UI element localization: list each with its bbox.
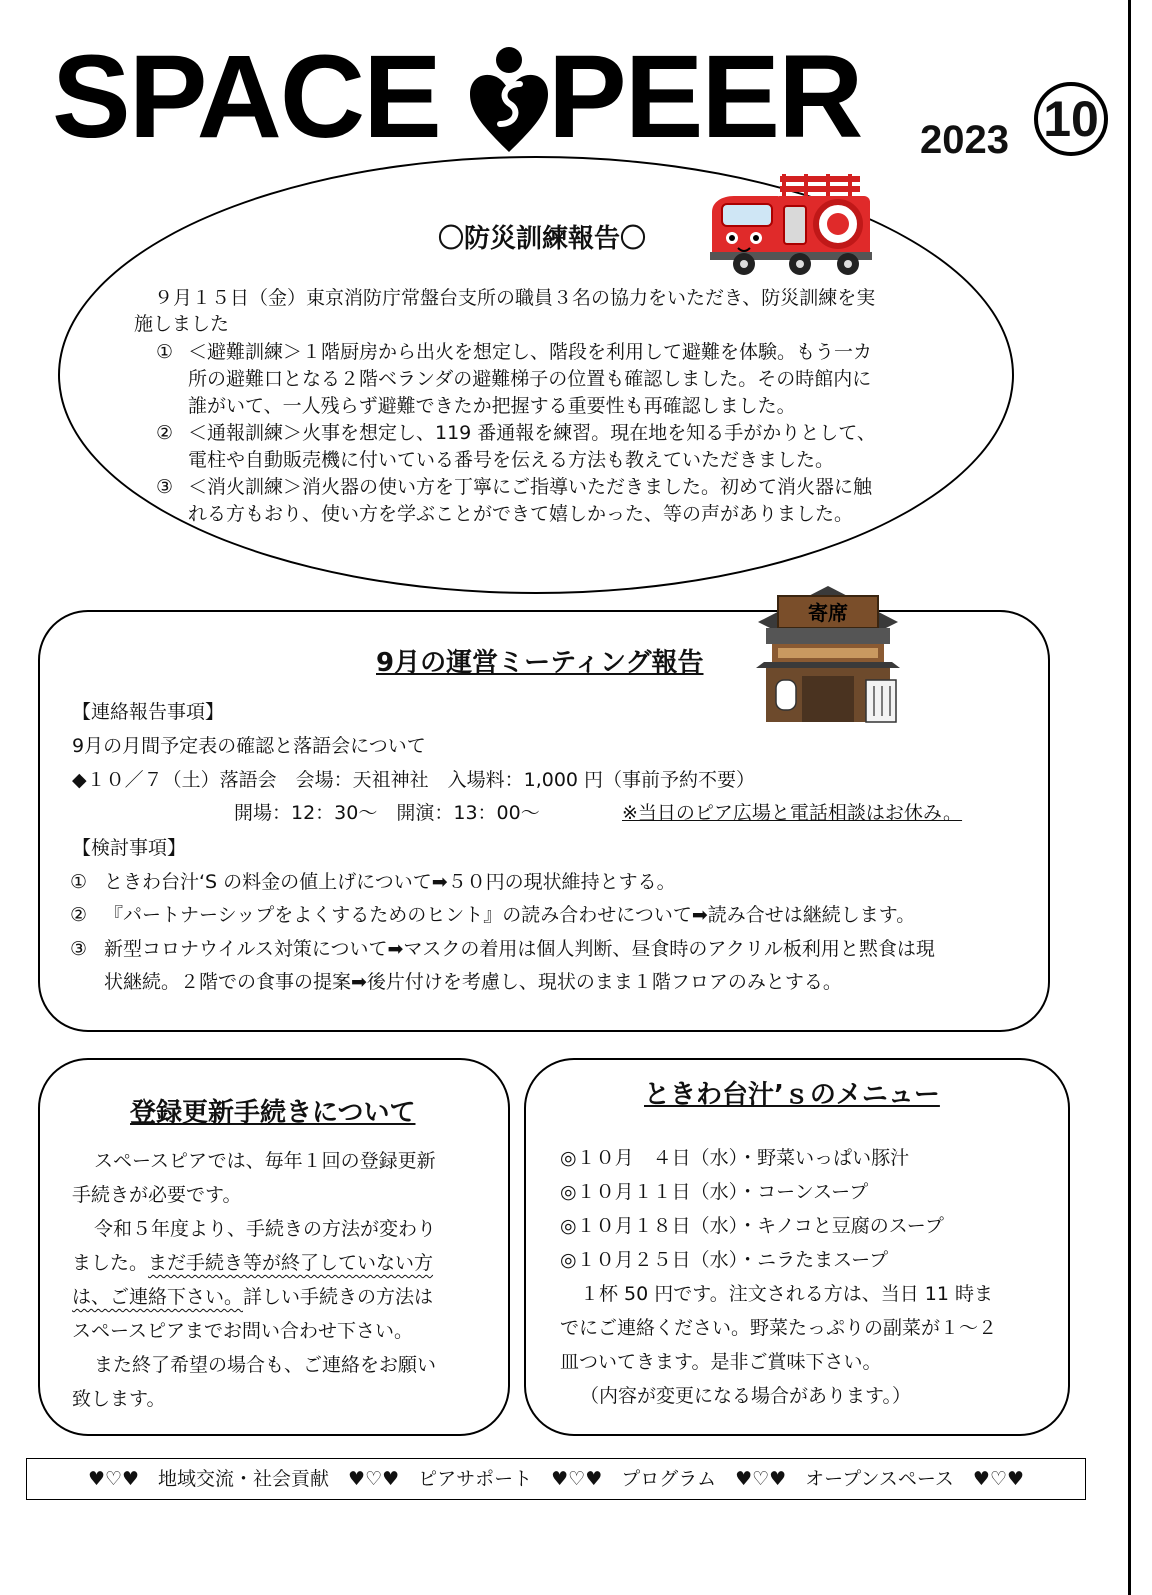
meeting-title: 9月の運営ミーティング報告 xyxy=(376,648,704,678)
renewal-line6: スペースピアまでお問い合わせ下さい。 xyxy=(72,1320,414,1342)
drill-item-2-line1: ＜通報訓練＞火事を想定し、119 番通報を練習。現在地を知る手がかりとして、 xyxy=(188,422,876,444)
renewal-title: 登録更新手続きについて xyxy=(130,1098,416,1128)
issue-number: 10 xyxy=(1034,82,1108,156)
menu-item-2: ◎１０月１１日（水）・コーンスープ xyxy=(560,1181,869,1203)
closure-notice: ※当日のピア広場と電話相談はお休み。 xyxy=(622,802,963,824)
renewal-line7: また終了希望の場合も、ご連絡をお願い xyxy=(94,1354,437,1376)
time-line: 開場：12：30～ 開演：13：00～ xyxy=(234,802,540,824)
review-item-1-num: ① xyxy=(70,871,88,893)
renewal-line1: スペースピアでは、毎年１回の登録更新 xyxy=(94,1150,436,1172)
drill-item-1-line3: 誰がいて、一人残らず避難できたか把握する重要性も再確認しました。 xyxy=(188,395,796,417)
review-item-3-line1: 新型コロナウイルス対策について➡マスクの着用は個人判断、昼食時のアクリル板利用と黙食は現 xyxy=(104,938,935,960)
review-item-3-line2: 状継続。２階での食事の提案➡後片付けを考慮し、現状のまま１階フロアのみとする。 xyxy=(104,971,842,993)
drill-item-2-line2: 電柱や自動販売機に付いている番号を伝える方法も教えていただきました。 xyxy=(188,449,835,471)
report-line: 9月の月間予定表の確認と落語会について xyxy=(72,735,426,757)
masthead-title-left: SPACE xyxy=(52,31,440,163)
menu-item-3: ◎１０月１８日（水）・キノコと豆腐のスープ xyxy=(560,1215,944,1237)
renewal-line8: 致します。 xyxy=(72,1388,166,1410)
drill-item-3-num: ③ xyxy=(156,476,174,498)
menu-note-line2: でにご連絡ください。野菜たっぷりの副菜が１～２ xyxy=(560,1317,998,1339)
drill-intro-line2: 施しました xyxy=(134,313,230,335)
menu-item-4: ◎１０月２５日（水）・ニラたまスープ xyxy=(560,1249,889,1271)
drill-intro-line1: ９月１５日（金）東京消防庁常盤台支所の職員３名の協力をいただき、防災訓練を実 xyxy=(154,287,876,309)
drill-item-2-num: ② xyxy=(156,422,174,444)
renewal-line4a: ました。 xyxy=(72,1252,149,1274)
review-item-3-num: ③ xyxy=(70,938,88,960)
menu-note-line1: １杯 50 円です。注文される方は、当日 11 時ま xyxy=(580,1283,993,1305)
review-item-2-num: ② xyxy=(70,904,88,926)
drill-item-3-line2: れる方もおり、使い方を学ぶことができて嬉しかった、等の声がありました。 xyxy=(188,503,854,525)
menu-item-1: ◎１０月 ４日（水）・野菜いっぱい豚汁 xyxy=(560,1147,910,1169)
masthead-title-right: PEER xyxy=(548,31,862,163)
renewal-line2: 手続きが必要です。 xyxy=(72,1184,242,1206)
renewal-line5a: は、ご連絡下さい。 xyxy=(72,1286,244,1308)
report-heading: 【連絡報告事項】 xyxy=(72,701,225,723)
drill-item-1-num: ① xyxy=(156,341,174,363)
yose-theater-icon xyxy=(752,576,904,728)
page-right-border xyxy=(1128,0,1131,1595)
menu-note-line4: （内容が変更になる場合があります。） xyxy=(580,1385,911,1407)
review-item-1-line1: ときわ台汁‘S の料金の値上げについて➡５０円の現状維持とする。 xyxy=(104,871,676,893)
renewal-line5b: 詳しい手続きの方法は xyxy=(243,1286,434,1308)
issue-year: 2023 xyxy=(920,118,1009,162)
renewal-line4 xyxy=(72,1249,433,1277)
footer-text: ♥♡♥ 地域交流・社会貢献 ♥♡♥ ピアサポート ♥♡♥ プログラム ♥♡♥ オープンスペース ♥♡♥ xyxy=(87,1468,1025,1490)
menu-note-line3: 皿ついてきます。是非ご賞味下さい。 xyxy=(560,1351,882,1373)
menu-title: ときわ台汁’ｓのメニュー xyxy=(644,1080,940,1110)
review-item-2-line1: 『パートナーシップをよくするためのヒント』の読み合わせについて➡読み合せは継続します。 xyxy=(104,904,916,926)
theater-sign: 寄席 xyxy=(808,601,848,625)
event-line: ◆１０／７（土）落語会 会場：天祖神社 入場料：1,000 円（事前予約不要） xyxy=(72,769,756,791)
renewal-line3: 令和５年度より、手続きの方法が変わり xyxy=(94,1218,437,1240)
footer-bar xyxy=(26,1458,1086,1500)
heart-s-logo-icon xyxy=(470,44,548,156)
drill-item-3-line1: ＜消火訓練＞消火器の使い方を丁寧にご指導いただきました。初めて消火器に触 xyxy=(188,476,873,498)
drill-title: 〇防災訓練報告〇 xyxy=(438,224,647,254)
drill-item-1-line2: 所の避難口となる２階ベランダの避難梯子の位置も確認しました。その時館内に xyxy=(188,368,872,390)
fire-truck-icon xyxy=(708,172,874,276)
renewal-line5 xyxy=(72,1283,433,1311)
review-heading: 【検討事項】 xyxy=(72,837,187,859)
renewal-line4b: まだ手続き等が終了していない方 xyxy=(148,1252,434,1274)
drill-item-1-line1: ＜避難訓練＞１階厨房から出火を想定し、階段を利用して避難を体験。もう一カ xyxy=(188,341,873,363)
